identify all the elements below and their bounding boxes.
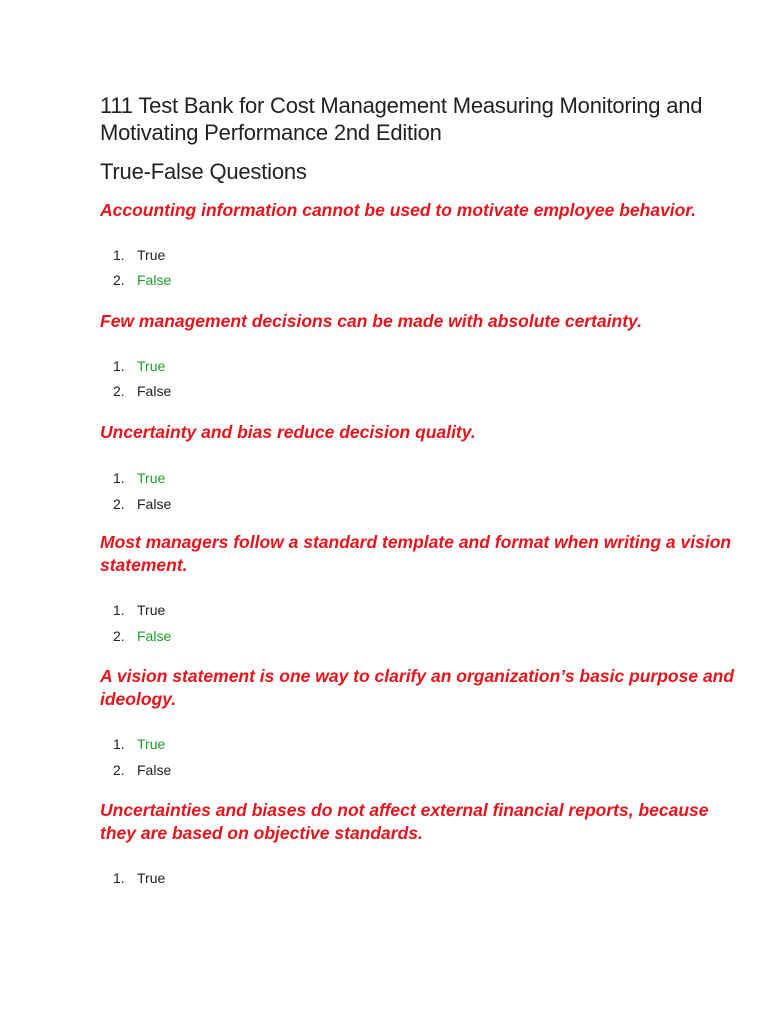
answer-option: [100, 627, 740, 645]
option-label: False: [137, 496, 172, 512]
option-number: 1.: [113, 602, 125, 618]
option-number: 2.: [113, 272, 125, 288]
document-page: [100, 92, 740, 887]
answer-option: [100, 469, 740, 487]
answer-option: [100, 382, 740, 400]
option-label: False: [137, 762, 172, 778]
question-block: [100, 421, 740, 513]
question-block: [100, 199, 740, 289]
question-text: A vision statement is one way to clarify an organization’s basic purpose and ideology.: [100, 666, 735, 709]
answer-options: [100, 469, 740, 513]
option-number: 2.: [113, 762, 125, 778]
option-label: False: [137, 383, 172, 399]
option-label: True: [137, 247, 166, 263]
option-label: True: [137, 602, 166, 618]
answer-option: [100, 869, 740, 887]
answer-option: [100, 495, 740, 513]
option-label: True: [137, 736, 166, 752]
option-number: 1.: [113, 247, 125, 263]
question-block: [100, 665, 740, 779]
option-label: True: [137, 870, 166, 886]
question-text: Few management decisions can be made with absolute certainty.: [100, 311, 643, 331]
question-text: Uncertainty and bias reduce decision quality.: [100, 422, 476, 442]
option-label: True: [137, 470, 166, 486]
answer-options: [100, 735, 740, 779]
option-number: 1.: [113, 870, 125, 886]
answer-option: [100, 601, 740, 619]
question-block: [100, 799, 740, 887]
option-number: 1.: [113, 358, 125, 374]
answer-options: [100, 357, 740, 400]
option-label: False: [137, 272, 172, 288]
answer-options: [100, 246, 740, 289]
answer-option: [100, 246, 740, 264]
option-label: True: [137, 358, 166, 374]
option-number: 2.: [113, 628, 125, 644]
document-title: 111 Test Bank for Cost Management Measuring Monitoring and Motivating Performance 2nd Edition: [100, 93, 703, 145]
section-title: True-False Questions: [100, 159, 307, 184]
option-number: 1.: [113, 736, 125, 752]
option-label: False: [137, 628, 172, 644]
answer-option: [100, 357, 740, 375]
answer-options: [100, 601, 740, 645]
option-number: 2.: [113, 496, 125, 512]
answer-option: [100, 761, 740, 779]
answer-option: [100, 735, 740, 753]
question-block: [100, 310, 740, 400]
answer-options: [100, 869, 740, 887]
option-number: 2.: [113, 383, 125, 399]
option-number: 1.: [113, 470, 125, 486]
question-text: Accounting information cannot be used to motivate employee behavior.: [100, 200, 697, 220]
question-block: [100, 531, 740, 645]
question-text: Most managers follow a standard template and format when writing a vision statement.: [100, 532, 732, 575]
answer-option: [100, 271, 740, 289]
question-text: Uncertainties and biases do not affect external financial reports, because they are based on objective standards.: [100, 800, 709, 843]
